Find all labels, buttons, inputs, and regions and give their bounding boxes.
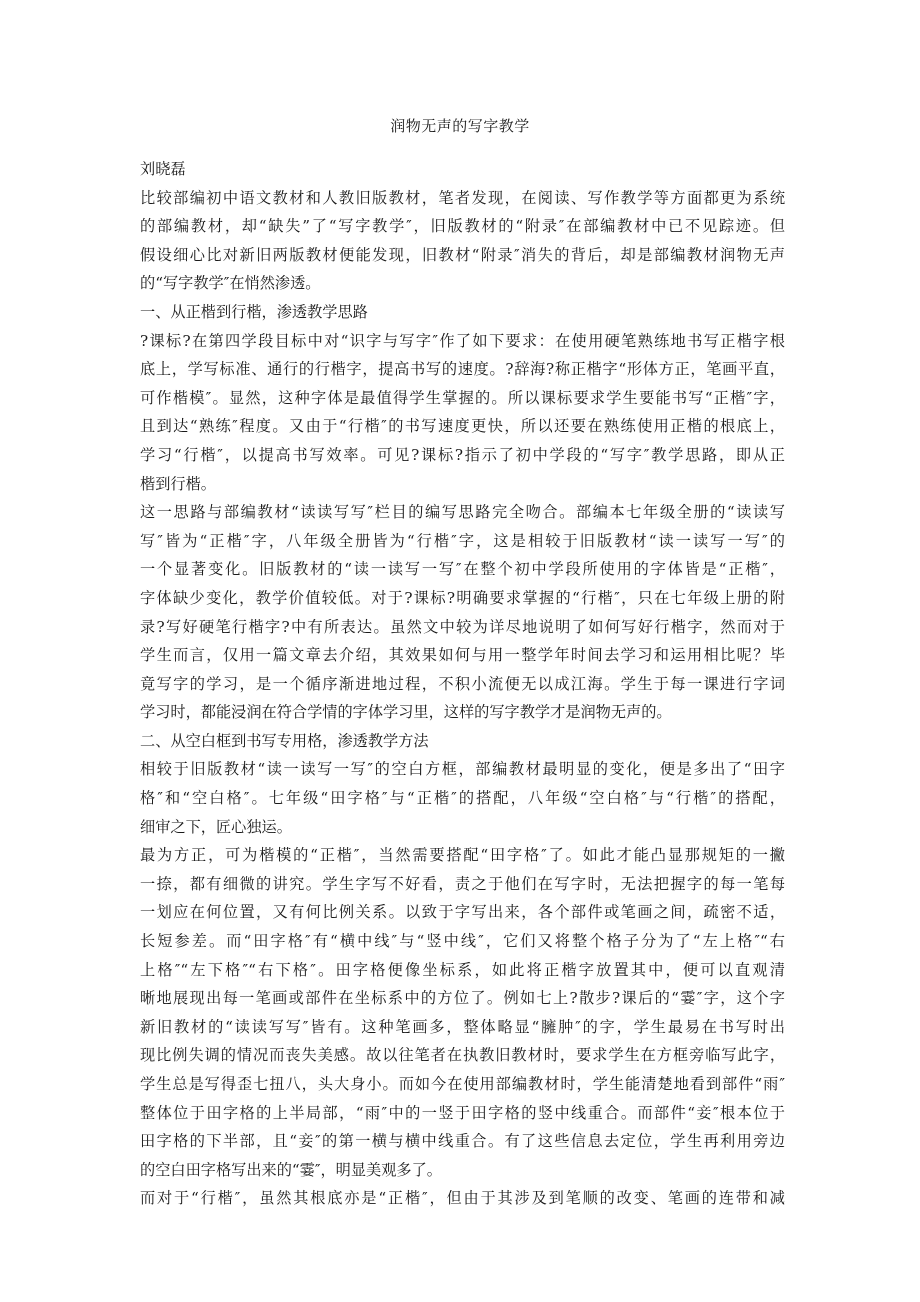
text-line: 学习“行楷″，以提高书写效率。可见?课标?指示了初中学段的“写字″教学思路，即从正 [140,445,785,464]
text-line: 这一思路与部编教材“读读写写″栏目的编写思路完全吻合。部编本七年级全册的“读读写 [140,503,785,522]
text-line: 字体缺少变化，教学价值较低。对于?课标?明确要求掌握的“行楷″，只在七年级上册的附 [140,588,785,607]
text-line: 的空白田字格写出来的“霎″，明显美观多了。 [140,1160,442,1179]
text-line: 假设细心比对新旧两版教材便能发现，旧教材“附录″消失的背后，却是部编教材润物无声 [140,245,785,264]
text-line: 整体位于田字格的上半局部，“雨″中的一竖于田字格的竖中线重合。而部件“妾″根本位于 [140,1103,785,1122]
text-line: 可作楷模″。显然，这种字体是最值得学生掌握的。所以课标要求学生要能书写“正楷″字， [140,388,785,407]
text-line: 的部编教材，却“缺失”了“写字教学″，旧版教材的“附录″在部编教材中已不见踪迹。但 [140,217,785,236]
text-line: 学习时，都能浸润在符合学情的字体学习里，这样的写字教学才是润物无声的。 [140,703,672,722]
text-line: 格″和“空白格″。七年级“田字格″与“正楷″的搭配，八年级“空白格″与“行楷″的搭配， [140,789,785,808]
text-line: 楷到行楷。 [140,474,216,493]
text-line: 一划应在何位置，又有何比例关系。以致于字写出来，各个部件或笔画之间，疏密不适， [140,903,785,922]
text-line: 上格″“左下格″“右下格″。田字格便像坐标系，如此将正楷字放置其中，便可以直观清 [140,960,785,979]
text-line: 一捺，都有细微的讲究。学生字写不好看，责之于他们在写字时，无法把握字的每一笔每 [140,874,785,893]
text-line: 学生总是写得歪七扭八，头大身小。而如今在使用部编教材时，学生能清楚地看到部件“雨″ [140,1075,785,1093]
text-line: 一、从正楷到行楷，渗透教学思路 [140,302,368,321]
text-line: 晰地展现出每一笔画或部件在坐标系中的方位了。例如七上?散步?课后的“霎″字，这个字 [140,989,785,1008]
text-line: 最为方正，可为楷模的“正楷″，当然需要搭配“田字格″了。如此才能凸显那规矩的一撇 [140,846,785,865]
text-line: 且到达“熟练″程度。又由于“行楷″的书写速度更快，所以还要在熟练使用正楷的根底上， [140,417,785,436]
text-line: 田字格的下半部，且“妾″的第一横与横中线重合。有了这些信息去定位，学生再利用旁边 [140,1132,785,1151]
text-line: 现比例失调的情况而丧失美感。故以往笔者在执教旧教材时，要求学生在方框旁临写此字， [140,1046,785,1065]
text-line: 的“写字教学″在悄然渗透。 [140,274,321,293]
text-line: 相较于旧版教材“读一读写一写″的空白方框，部编教材最明显的变化，便是多出了“田字 [140,760,785,779]
author-name: 刘晓磊 [140,160,186,178]
text-line: 写″皆为“正楷″字，八年级全册皆为“行楷″字，这是相较于旧版教材“读一读写一写″的 [140,531,785,550]
text-line: ?课标?在第四学段目标中对“识字与写字″作了如下要求：在使用硬笔熟练地书写正楷字根 [140,331,785,350]
text-line: 细审之下，匠心独运。 [140,817,292,836]
text-line: 新旧教材的“读读写写″皆有。这种笔画多，整体略显“臃肿″的字，学生最易在书写时出 [140,1017,785,1036]
text-line: 录?写好硬笔行楷字?中有所表达。虽然文中较为详尽地说明了如何写好行楷字，然而对于 [140,617,785,636]
text-line: 长短参差。而“田字格″有“横中线″与“竖中线″，它们又将整个格子分为了“左上格″“右 [140,932,785,951]
document-title: 润物无声的写字教学 [390,117,530,135]
text-line: 学生而言，仅用一篇文章去介绍，其效果如何与用一整学年时间去学习和运用相比呢？毕 [140,646,785,665]
text-line: 底上，学写标准、通行的行楷字，提高书写的速度。?辞海?称正楷字“形体方正，笔画平直， [140,360,785,379]
text-line: 比较部编初中语文教材和人教旧版教材，笔者发现，在阅读、写作教学等方面都更为系统 [140,188,785,207]
text-line: 二、从空白框到书写专用格，渗透教学方法 [140,731,429,750]
text-line: 竟写字的学习，是一个循序渐进地过程，不积小流便无以成江海。学生于每一课进行字词 [140,674,785,693]
document-body [140,155,785,1213]
text-line: 而对于“行楷″，虽然其根底亦是“正楷″，但由于其涉及到笔顺的改变、笔画的连带和减 [140,1189,785,1208]
text-line: 一个显著变化。旧版教材的“读一读写一写″在整个初中学段所使用的字体皆是“正楷″， [140,560,785,579]
